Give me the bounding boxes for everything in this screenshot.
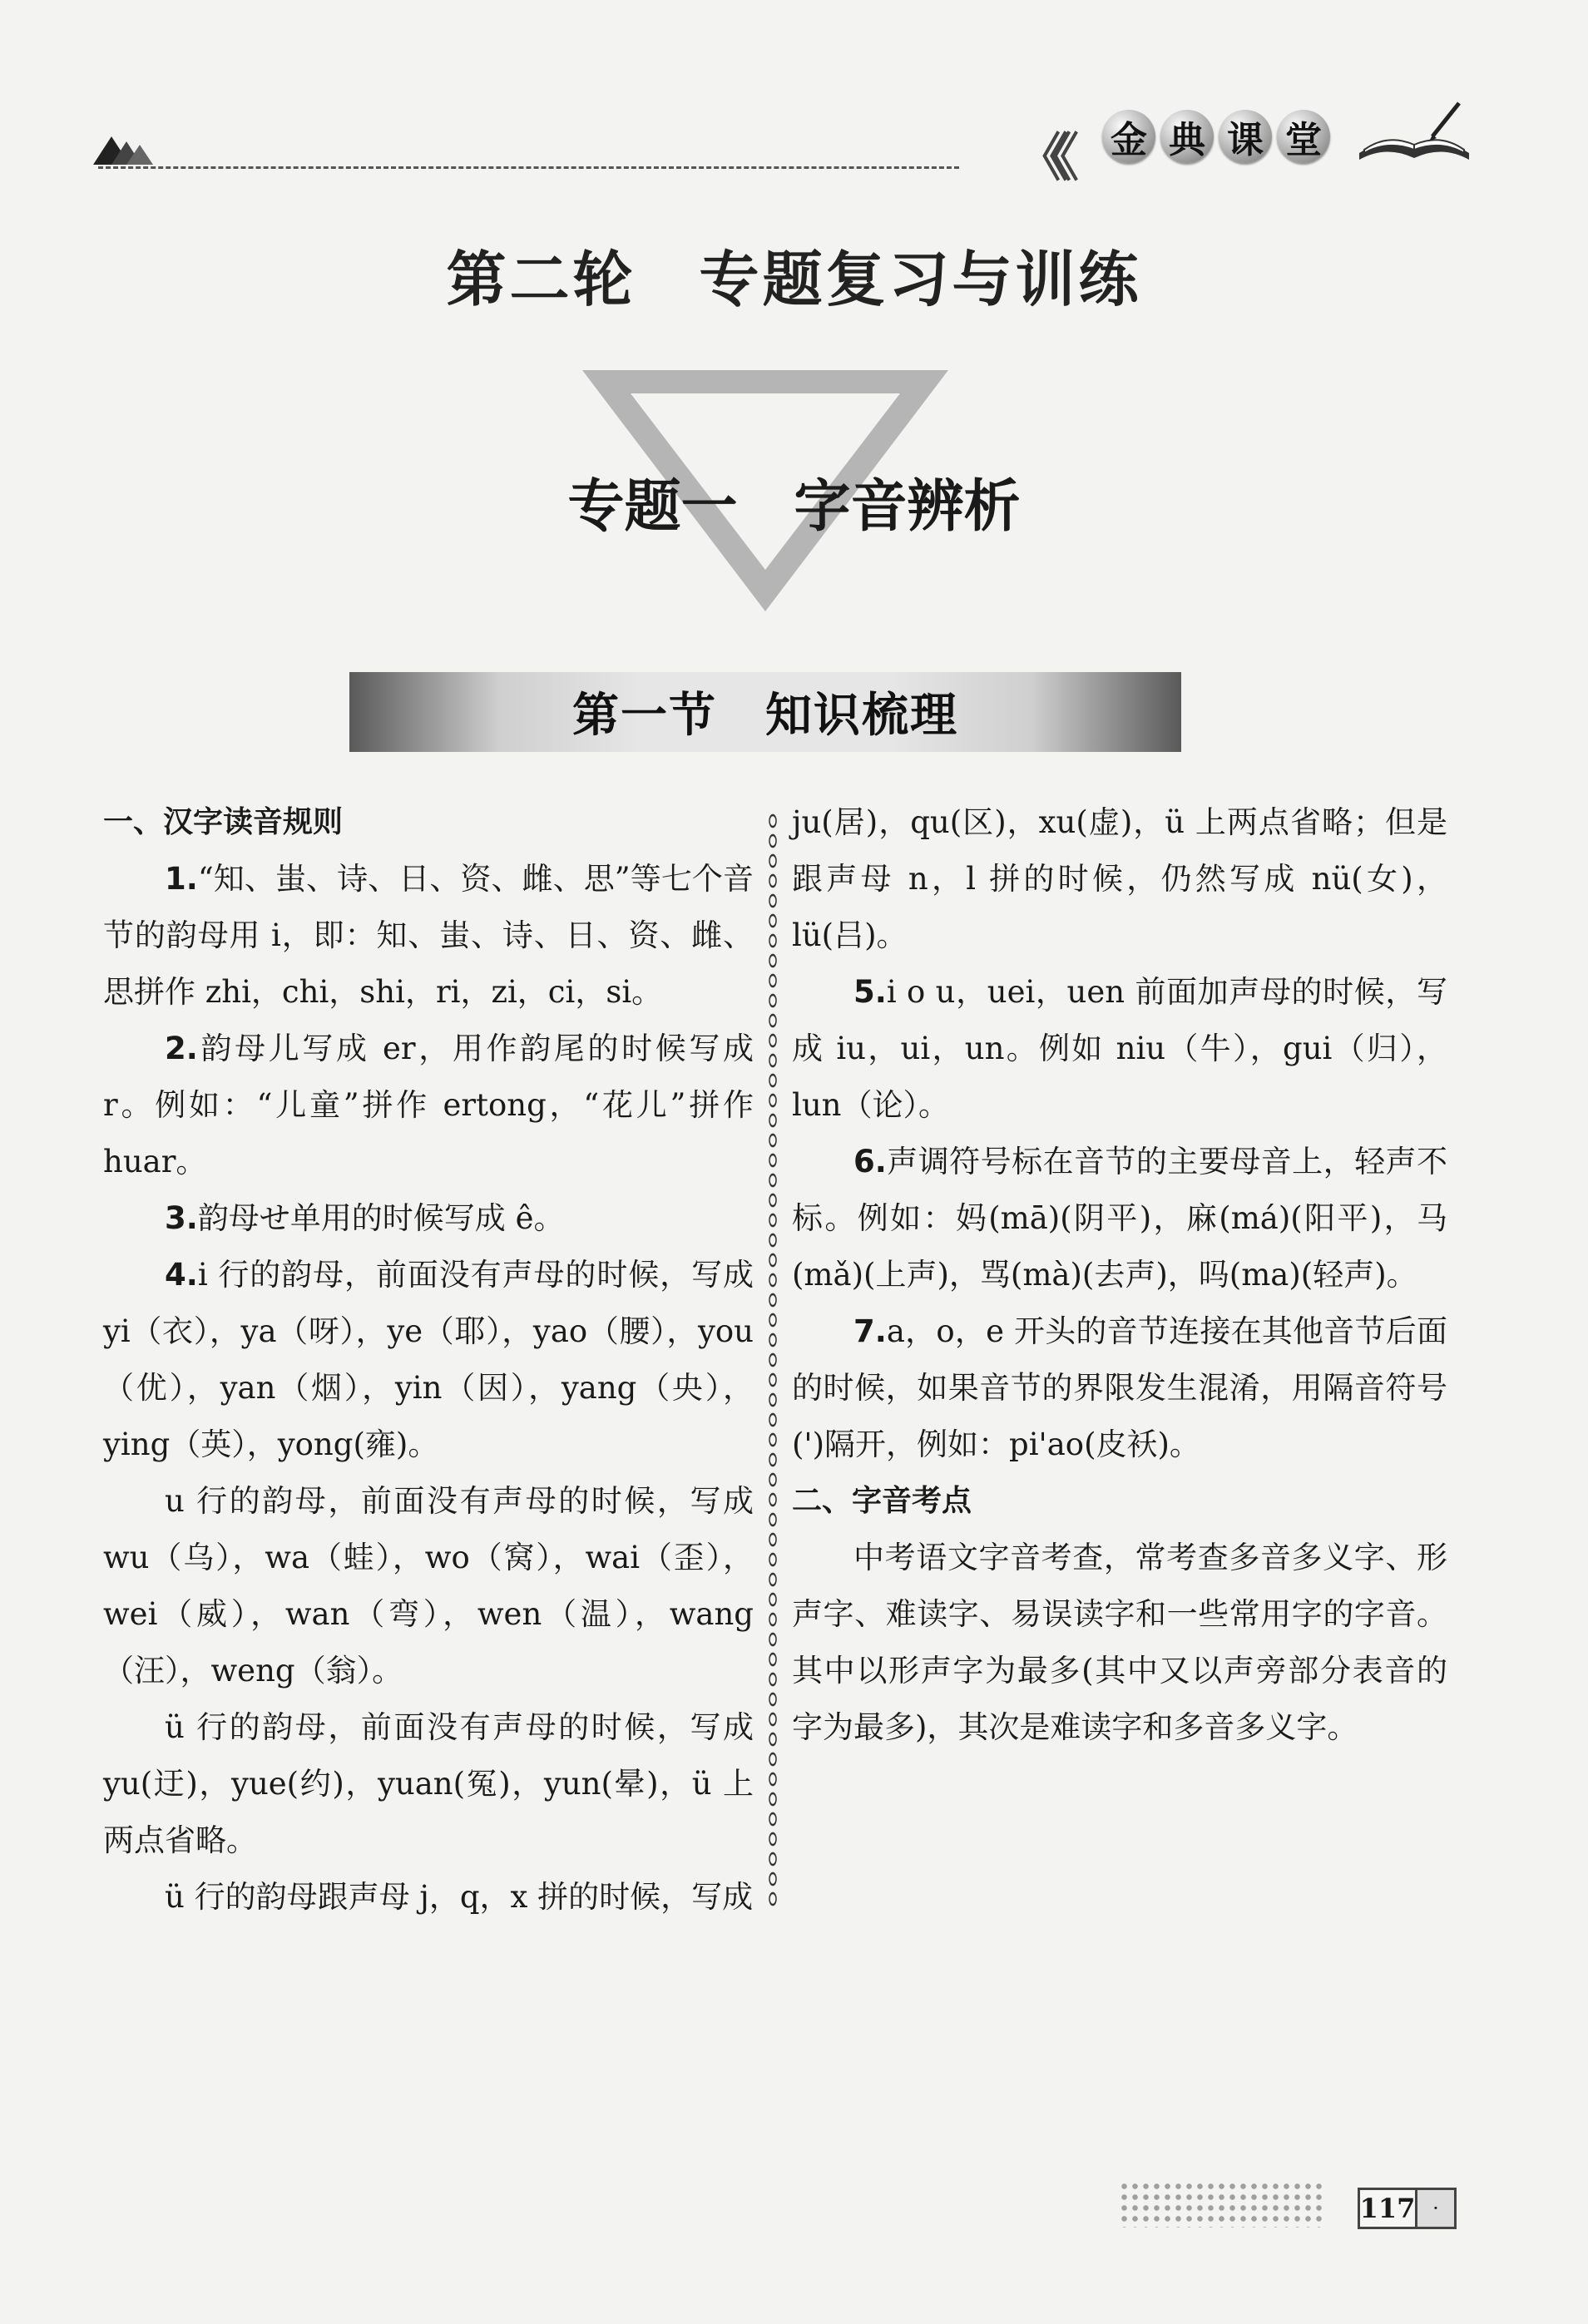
rule-paragraph: u 行的韵母，前面没有声母的时候，写成 wu（乌），wa（蛙），wo（窝），wai（歪），wei（威），wan（弯），wen（温），wang（汪），weng（翁）。: [103, 1483, 754, 1689]
section-title: 第一节 知识梳理: [572, 688, 958, 743]
brand-char: 堂: [1277, 110, 1330, 163]
item-number: 4.: [165, 1257, 198, 1293]
rule-paragraph: ü 行的韵母跟声母 j，q，x 拼的时候，写成: [165, 1879, 754, 1915]
item-text: i 行的韵母，前面没有声母的时候，写成 yi（衣），ya（呀），ye（耶），yao（腰），you（优），yan（烟），yin（因），yang（央），ying（英），yong(雍)。: [103, 1257, 754, 1462]
item-number: 7.: [853, 1313, 887, 1349]
item-number: 2.: [165, 1031, 198, 1066]
rule-item: [792, 964, 1447, 1134]
right-column: [792, 794, 1447, 1756]
header-dashed-rule: [98, 166, 959, 169]
rule-item: [103, 1021, 754, 1190]
section-banner: [349, 672, 1181, 752]
rule-paragraph-continued: ju(居)，qu(区)，xu(虚)，ü 上两点省略；但是跟声母 n，l 拼的时候，仍然写成 nü(女)，lü(吕)。: [792, 804, 1447, 953]
item-text: 声调符号标在音节的主要母音上，轻声不标。例如：妈(mā)(阴平)，麻(má)(阳平)，马(mǎ)(上声)，骂(mà)(去声)，吗(ma)(轻声)。: [792, 1144, 1447, 1293]
rule-item: [103, 851, 754, 1021]
rule-item: [103, 1190, 754, 1247]
brand-char: 课: [1219, 110, 1272, 163]
item-text: a，o，e 开头的音节连接在其他音节后面的时候，如果音节的界限发生混淆，用隔音符号(')隔开，例如：pi'ao(皮袄)。: [792, 1313, 1447, 1462]
brand-badges: [1102, 110, 1330, 163]
topic-title: 专题一 字音辨析: [567, 474, 1021, 540]
brand-char: 典: [1160, 110, 1214, 163]
item-number: 6.: [853, 1144, 887, 1179]
left-column: [103, 794, 754, 1926]
item-number: 3.: [165, 1200, 198, 1236]
exam-points-paragraph: 中考语文字音考查，常考查多音多义字、形声字、难读字、易误读字和一些常用字的字音。其中以形声字为最多(其中又以声旁部分表音的字为最多)，其次是难读字和多音多义字。: [792, 1540, 1447, 1745]
column-divider: [767, 811, 779, 1909]
rule-item: [103, 1247, 754, 1473]
item-text: “知、蚩、诗、日、资、雌、思”等七个音节的韵母用 i，即：知、蚩、诗、日、资、雌、思拼作 zhi，chi，shi，ri，zi，ci，si。: [103, 861, 754, 1010]
page-tab-icon: ·: [1417, 2188, 1457, 2229]
footer-dot-pattern: [1119, 2181, 1327, 2228]
heading-exam-points: 二、字音考点: [792, 1484, 972, 1518]
heading-reading-rules: 一、汉字读音规则: [103, 805, 344, 839]
item-text: 韵母儿写成 er，用作韵尾的时候写成 r。例如：“儿童”拼作 ertong，“花儿”拼作 huar。: [103, 1031, 754, 1179]
page-number: 117: [1358, 2188, 1417, 2229]
round-title: 第二轮 专题复习与训练: [446, 245, 1142, 314]
chevrons-icon: 《《: [1017, 127, 1065, 188]
mountain-icon: [93, 133, 160, 166]
item-number: 5.: [853, 974, 887, 1010]
item-text: 韵母せ单用的时候写成 ê。: [197, 1200, 565, 1236]
item-number: 1.: [165, 861, 198, 897]
brand-char: 金: [1102, 110, 1155, 163]
item-text: i o u，uei，uen 前面加声母的时候，写成 iu，ui，un。例如 niu（牛），gui（归），lun（论）。: [792, 974, 1447, 1123]
open-book-icon: [1356, 98, 1472, 165]
rule-paragraph: ü 行的韵母，前面没有声母的时候，写成 yu(迂)，yue(约)，yuan(冤)，yun(晕)，ü 上两点省略。: [103, 1709, 754, 1858]
rule-item: [792, 1303, 1447, 1473]
rule-item: [792, 1134, 1447, 1303]
